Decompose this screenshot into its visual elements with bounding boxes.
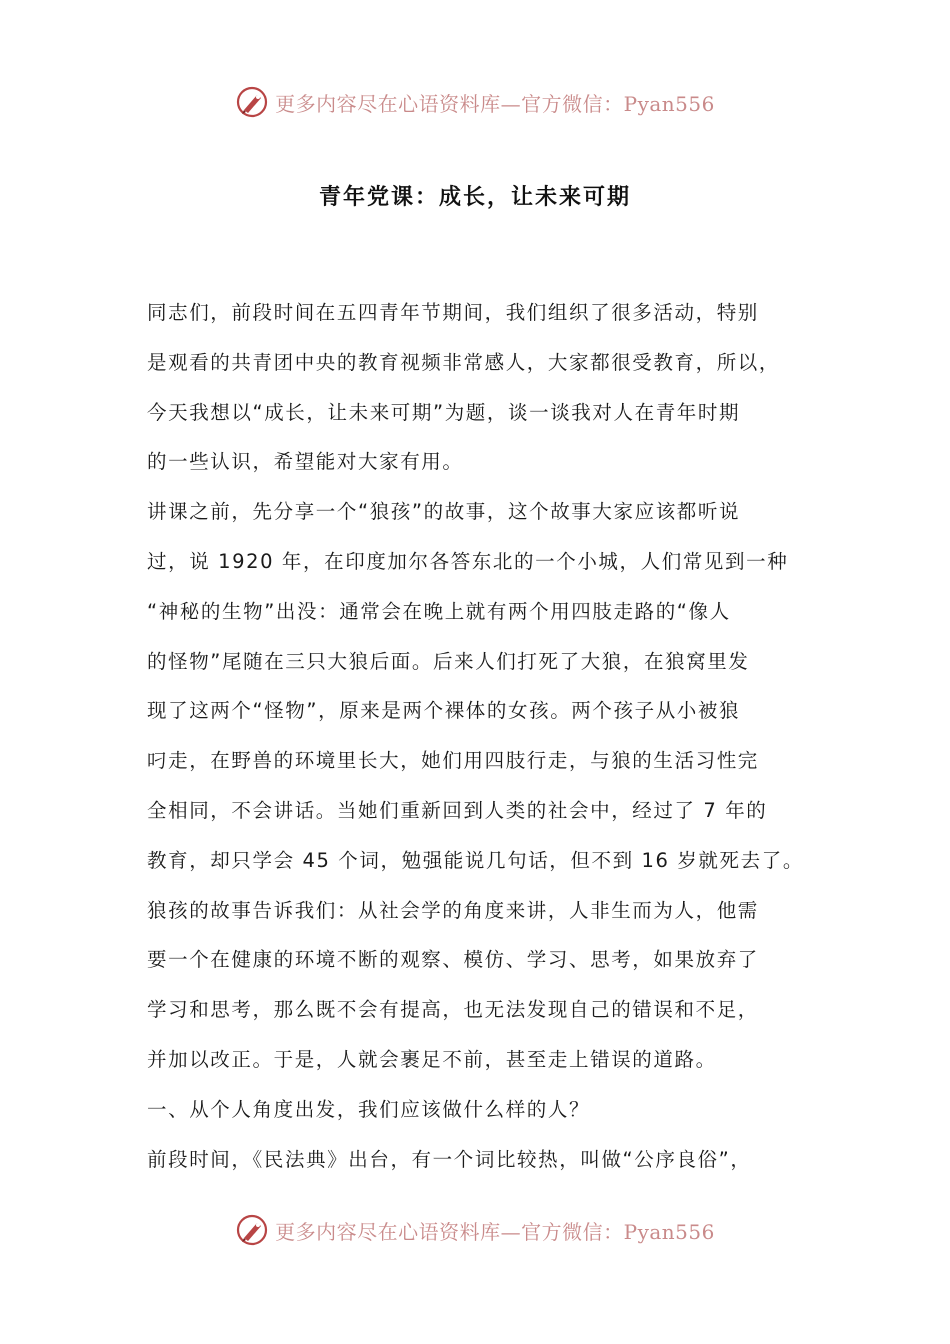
body-line: 的怪物”尾随在三只大狼后面。后来人们打死了大狼，在狼窝里发 xyxy=(147,649,750,673)
header-watermark xyxy=(0,82,950,122)
body-line: 是观看的共青团中央的教育视频非常感人，大家都很受教育，所以， xyxy=(147,350,781,374)
body-line: 同志们，前段时间在五四青年节期间，我们组织了很多活动，特别 xyxy=(147,301,759,324)
watermark-text: 更多内容尽在心语资料库—官方微信：Pyan556 xyxy=(275,1219,715,1244)
document-title: 青年党课：成长，让未来可期 xyxy=(318,185,631,210)
document-body xyxy=(147,295,827,1191)
body-line: 要一个在健康的环境不断的观察、模仿、学习、思考，如果放弃了 xyxy=(147,948,759,972)
body-line: 现了这两个“怪物”，原来是两个裸体的女孩。两个孩子从小被狼 xyxy=(147,699,741,723)
watermark-text: 更多内容尽在心语资料库—官方微信：Pyan556 xyxy=(275,91,715,116)
pen-nib-logo xyxy=(235,85,269,119)
body-line: “神秘的生物”出没：通常会在晚上就有两个用四肢走路的“像人 xyxy=(147,599,731,623)
body-line: 今天我想以“成长，让未来可期”为题，谈一谈我对人在青年时期 xyxy=(147,400,741,424)
pen-nib-logo xyxy=(235,1213,269,1247)
body-line: 叼走，在野兽的环境里长大，她们用四肢行走，与狼的生活习性完 xyxy=(147,749,759,773)
body-line: 过，说 1920 年，在印度加尔各答东北的一个小城，人们常见到一种 xyxy=(147,549,789,573)
section-heading: 一、从个人角度出发，我们应该做什么样的人？ xyxy=(147,1097,591,1121)
body-line: 的一些认识，希望能对大家有用。 xyxy=(147,450,464,474)
body-line: 教育，却只学会 45 个词，勉强能说几句话，但不到 16 岁就死去了。 xyxy=(147,848,804,872)
body-line: 全相同，不会讲话。当她们重新回到人类的社会中，经过了 7 年的 xyxy=(147,798,768,822)
body-line: 狼孩的故事告诉我们：从社会学的角度来讲，人非生而为人，他需 xyxy=(147,898,759,922)
body-line: 学习和思考，那么既不会有提高，也无法发现自己的错误和不足， xyxy=(147,998,759,1022)
footer-watermark xyxy=(0,1210,950,1250)
body-line: 讲课之前，先分享一个“狼孩”的故事，这个故事大家应该都听说 xyxy=(147,500,741,524)
body-line: 前段时间，《民法典》出台，有一个词比较热，叫做“公序良俗”， xyxy=(147,1147,752,1171)
body-line: 并加以改正。于是，人就会裹足不前，甚至走上错误的道路。 xyxy=(147,1047,717,1071)
